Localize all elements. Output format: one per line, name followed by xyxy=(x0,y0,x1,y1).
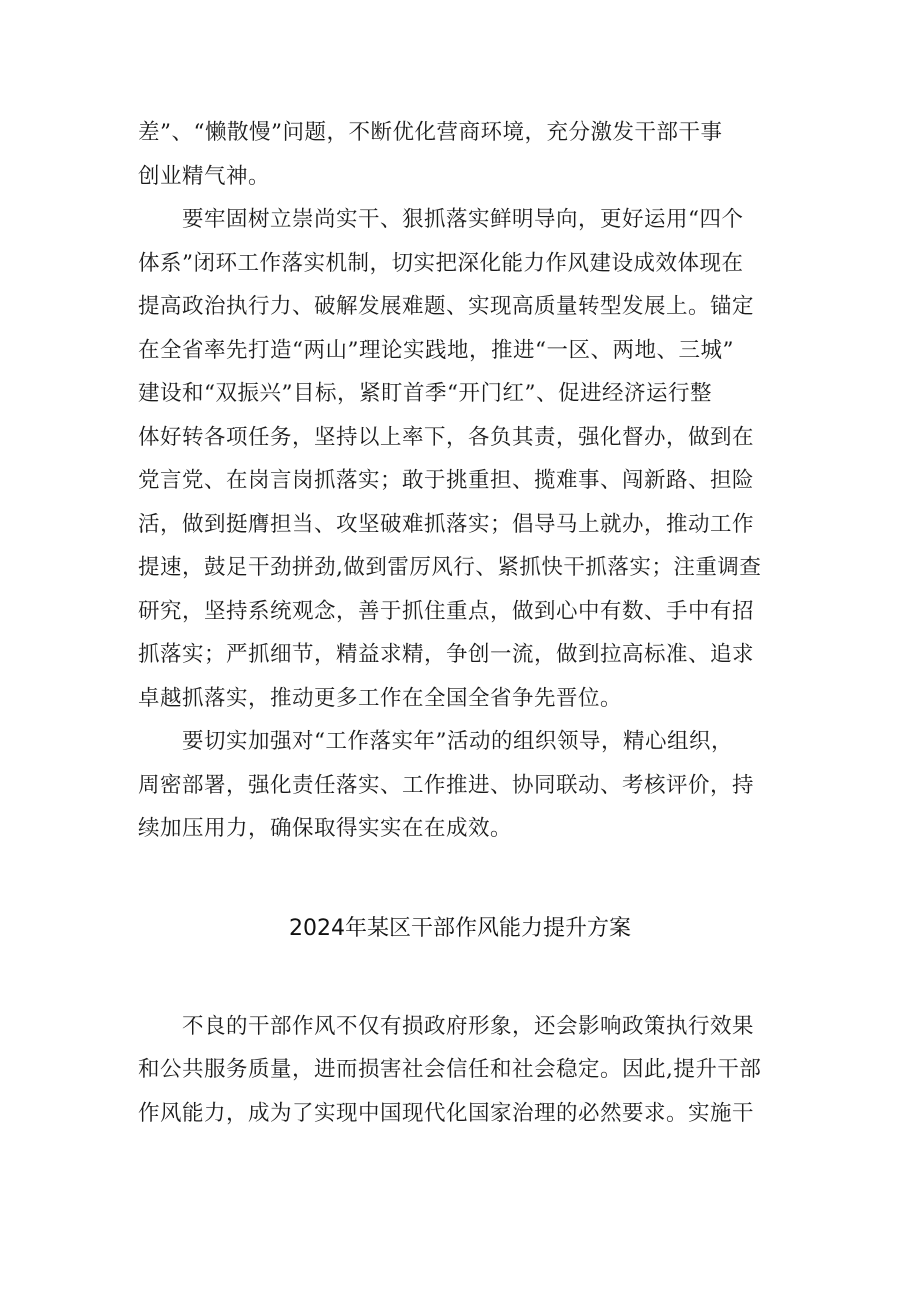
paragraph-line: 卓越抓落实，推动更多工作在全国全省争先晋位。 xyxy=(138,686,623,711)
paragraph-line: 续加压用力，确保取得实实在在成效。 xyxy=(138,816,513,841)
paragraph-line: 差”、“懒散慢”问题，不断优化营商环境，充分激发干部干事 xyxy=(138,120,723,145)
paragraph-line: 党言党、在岗言岗抓落实；敢于挑重担、揽难事、闯新路、担险 xyxy=(138,468,755,493)
paragraph-line: 周密部署，强化责任落实、工作推进、协同联动、考核评价，持 xyxy=(138,773,755,798)
paragraph-line: 活，做到挺膺担当、攻坚破难抓落实；倡导马上就办，推动工作 xyxy=(138,512,755,537)
paragraph-line: 和公共服务质量，进而损害社会信任和社会稳定。因此,提升干部 xyxy=(138,1057,762,1082)
paragraph-line: 提高政治执行力、破解发展难题、实现高质量转型发展上。锚定 xyxy=(138,294,755,319)
paragraph-line: 在全省率先打造“两山”理论实践地，推进“一区、两地、三城” xyxy=(138,338,734,363)
paragraph-line: 不良的干部作风不仅有损政府形象，还会影响政策执行效果 xyxy=(138,1014,755,1039)
paragraph-line: 创业精气神。 xyxy=(138,164,271,189)
paragraph-line: 研究，坚持系统观念，善于抓住重点，做到心中有数、手中有招 xyxy=(138,599,755,624)
paragraph-line: 提速，鼓足干劲拼劲,做到雷厉风行、紧抓快干抓落实；注重调查 xyxy=(138,555,762,580)
paragraph-line: 体好转各项任务，坚持以上率下，各负其责，强化督办，做到在 xyxy=(138,425,755,450)
paragraph-line: 要牢固树立崇尚实干、狠抓落实鲜明导向，更好运用“四个 xyxy=(138,207,744,232)
paragraph-line: 抓落实；严抓细节，精益求精，争创一流，做到拉高标准、追求 xyxy=(138,642,755,667)
section-title: 2024年某区干部作风能力提升方案 xyxy=(289,916,631,941)
paragraph-line: 要切实加强对“工作落实年”活动的组织领导，精心组织， xyxy=(138,729,733,754)
paragraph-line: 作风能力，成为了实现中国现代化国家治理的必然要求。实施干 xyxy=(138,1101,755,1126)
paragraph-line: 建设和“双振兴”目标，紧盯首季“开门红”、促进经济运行整 xyxy=(138,381,712,406)
paragraph-line: 体系”闭环工作落实机制，切实把深化能力作风建设成效体现在 xyxy=(138,251,744,276)
